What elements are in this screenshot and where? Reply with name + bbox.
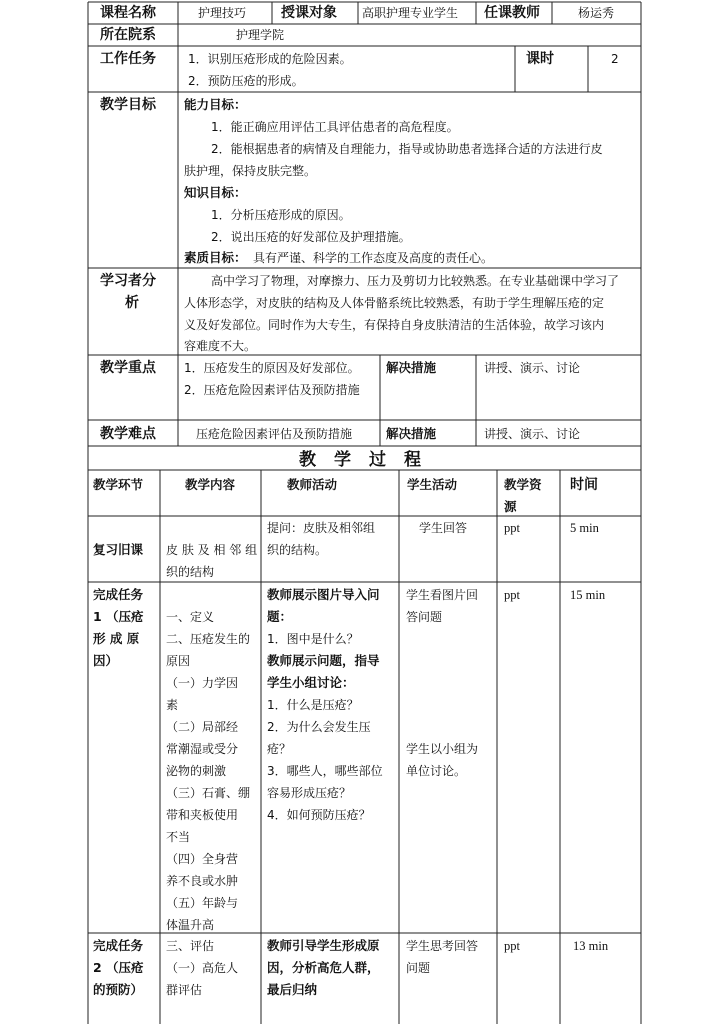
task1-teacher-list-3: 疮？ xyxy=(267,742,292,756)
hours-value: 2 xyxy=(611,52,619,66)
task1-teacher-1: 1．图中是什么？ xyxy=(267,632,359,646)
task2-resource: ppt xyxy=(504,939,520,953)
teacher-value: 杨运秀 xyxy=(578,6,615,20)
header-content: 教学内容 xyxy=(185,477,236,492)
header-teacher: 教师活动 xyxy=(287,477,338,492)
review-teacher-1: 提问：皮肤及相邻组 xyxy=(267,521,376,535)
task-label: 工作任务 xyxy=(100,51,156,67)
learner-line-1: 高中学习了物理，对摩擦力、压力及剪切力比较熟悉。在专业基础课中学习了 xyxy=(211,274,620,288)
learner-line-4: 容难度不大。 xyxy=(184,339,257,353)
key-label: 教学重点 xyxy=(100,360,156,376)
learner-line-2: 人体形态学，对皮肤的结构及人体骨骼系统比较熟悉，有助于学生理解压疮的定 xyxy=(184,296,605,310)
header-time: 时间 xyxy=(570,477,598,493)
task1-teacher-bold-1a: 教师展示图片导入问 xyxy=(267,587,380,602)
audience-value: 高职护理专业学生 xyxy=(362,6,459,20)
task1-content-13: 养不良或水肿 xyxy=(166,874,239,888)
task2-content-2: （一）高危人 xyxy=(166,961,239,975)
review-time: 5 min xyxy=(570,521,599,535)
hours-label: 课时 xyxy=(526,51,554,67)
task1-teacher-list-6: 4．如何预防压疮？ xyxy=(267,808,371,822)
task1-teacher-list-1: 1．什么是压疮？ xyxy=(267,698,359,712)
task1-stage-1: 完成任务 xyxy=(93,587,144,602)
task1-student-1a: 学生看图片回 xyxy=(406,588,479,602)
key-item-1: 1．压疮发生的原因及好发部位。 xyxy=(184,361,360,375)
task1-content-5: 素 xyxy=(166,698,179,712)
header-student: 学生活动 xyxy=(407,477,458,492)
review-resource: ppt xyxy=(504,521,520,535)
knowledge-1: 1．分析压疮形成的原因。 xyxy=(211,208,351,222)
task2-teacher-3: 最后归纳 xyxy=(267,982,318,997)
dept-label: 所在院系 xyxy=(100,27,156,43)
process-title: 教学过程 xyxy=(299,450,439,470)
task1-stage-4: 因） xyxy=(93,653,119,668)
task1-teacher-list-5: 容易形成压疮？ xyxy=(267,786,352,800)
knowledge-2: 2．说出压疮的好发部位及护理措施。 xyxy=(211,230,411,244)
task2-student-2: 问题 xyxy=(406,961,431,975)
header-stage: 教学环节 xyxy=(93,477,144,492)
task1-content-1: 一、定义 xyxy=(166,610,215,624)
review-content-1: 皮 肤 及 相 邻 组 xyxy=(166,543,258,557)
task1-content-8: 泌物的刺激 xyxy=(166,764,227,778)
review-teacher-2: 织的结构。 xyxy=(267,543,328,557)
difficulty-label: 教学难点 xyxy=(100,426,156,442)
review-stage: 复习旧课 xyxy=(93,542,144,557)
task1-content-9: （三）石膏、绷 xyxy=(166,786,251,800)
teacher-label: 任课教师 xyxy=(484,5,540,21)
task1-resource: ppt xyxy=(504,588,520,602)
goals-label: 教学目标 xyxy=(100,97,156,113)
task1-content-12: （四）全身营 xyxy=(166,852,239,866)
task1-content-2: 二、压疮发生的 xyxy=(166,632,251,646)
task1-stage-3: 形 成 原 xyxy=(93,631,140,646)
audience-label: 授课对象 xyxy=(281,5,337,21)
review-student: 学生回答 xyxy=(419,521,468,535)
task2-content-1: 三、评估 xyxy=(166,939,215,953)
task1-teacher-bold-2a: 教师展示问题，指导 xyxy=(267,653,380,668)
learner-line-3: 义及好发部位。同时作为大专生，有保持自身皮肤清洁的生活体验，故学习该内 xyxy=(184,318,605,332)
task1-content-6: （二）局部经 xyxy=(166,720,239,734)
task1-content-15: 体温升高 xyxy=(166,918,215,932)
header-resource-1: 教学资 xyxy=(504,477,542,492)
key-item-2: 2．压疮危险因素评估及预防措施 xyxy=(184,383,360,397)
task-item-2: 2．预防压疮的形成。 xyxy=(188,74,304,88)
task2-stage-1: 完成任务 xyxy=(93,938,144,953)
key-measure-label: 解决措施 xyxy=(386,360,437,375)
course-label: 课程名称 xyxy=(100,5,156,21)
task1-student-2a: 学生以小组为 xyxy=(406,742,479,756)
quality-text: 具有严谨、科学的工作态度及高度的责任心。 xyxy=(253,251,494,265)
course-value: 护理技巧 xyxy=(198,6,247,20)
task1-teacher-bold-1b: 题： xyxy=(267,609,293,624)
difficulty-measure: 讲授、演示、讨论 xyxy=(484,427,581,441)
task1-content-3: 原因 xyxy=(166,654,191,668)
key-measure: 讲授、演示、讨论 xyxy=(484,361,581,375)
task2-content-3: 群评估 xyxy=(166,983,203,997)
task1-stage-2: 1 （压疮 xyxy=(93,609,144,624)
task1-content-14: （五）年龄与 xyxy=(166,896,239,910)
ability-title: 能力目标： xyxy=(184,97,247,112)
task1-teacher-list-2: 2．为什么会发生压 xyxy=(267,720,371,734)
task1-content-11: 不当 xyxy=(166,830,191,844)
task1-content-4: （一）力学因 xyxy=(166,676,239,690)
ability-1: 1．能正确应用评估工具评估患者的高危程度。 xyxy=(211,120,459,134)
learner-label-2: 析 xyxy=(125,295,139,311)
task2-time: 13 min xyxy=(573,939,609,953)
task1-content-7: 常潮湿或受分 xyxy=(166,742,239,756)
review-content-2: 织的结构 xyxy=(166,565,215,579)
header-resource-2: 源 xyxy=(504,499,517,514)
difficulty-measure-label: 解决措施 xyxy=(386,426,437,441)
task2-teacher-2: 因，分析高危人群， xyxy=(267,960,380,975)
task1-teacher-bold-2b: 学生小组讨论： xyxy=(267,675,355,690)
task1-content-10: 带和夹板使用 xyxy=(166,808,239,822)
task2-stage-3: 的预防） xyxy=(93,982,144,997)
task1-student-1b: 答问题 xyxy=(406,610,443,624)
task2-teacher-1: 教师引导学生形成原 xyxy=(267,938,380,953)
task1-student-2b: 单位讨论。 xyxy=(406,764,467,778)
task1-time: 15 min xyxy=(570,588,606,602)
ability-2b: 肤护理，保持皮肤完整。 xyxy=(184,164,317,178)
knowledge-title: 知识目标： xyxy=(184,185,247,200)
task2-stage-2: 2 （压疮 xyxy=(93,960,144,975)
task-item-1: 1．识别压疮形成的危险因素。 xyxy=(188,52,352,66)
difficulty-item: 压疮危险因素评估及预防措施 xyxy=(196,427,353,441)
learner-label-1: 学习者分 xyxy=(100,273,156,289)
task2-student-1: 学生思考回答 xyxy=(406,939,479,953)
quality-title: 素质目标： xyxy=(184,250,247,265)
ability-2a: 2．能根据患者的病情及自理能力，指导或协助患者选择合适的方法进行皮 xyxy=(211,142,603,156)
dept-value: 护理学院 xyxy=(236,28,285,42)
task1-teacher-list-4: 3．哪些人，哪些部位 xyxy=(267,764,383,778)
